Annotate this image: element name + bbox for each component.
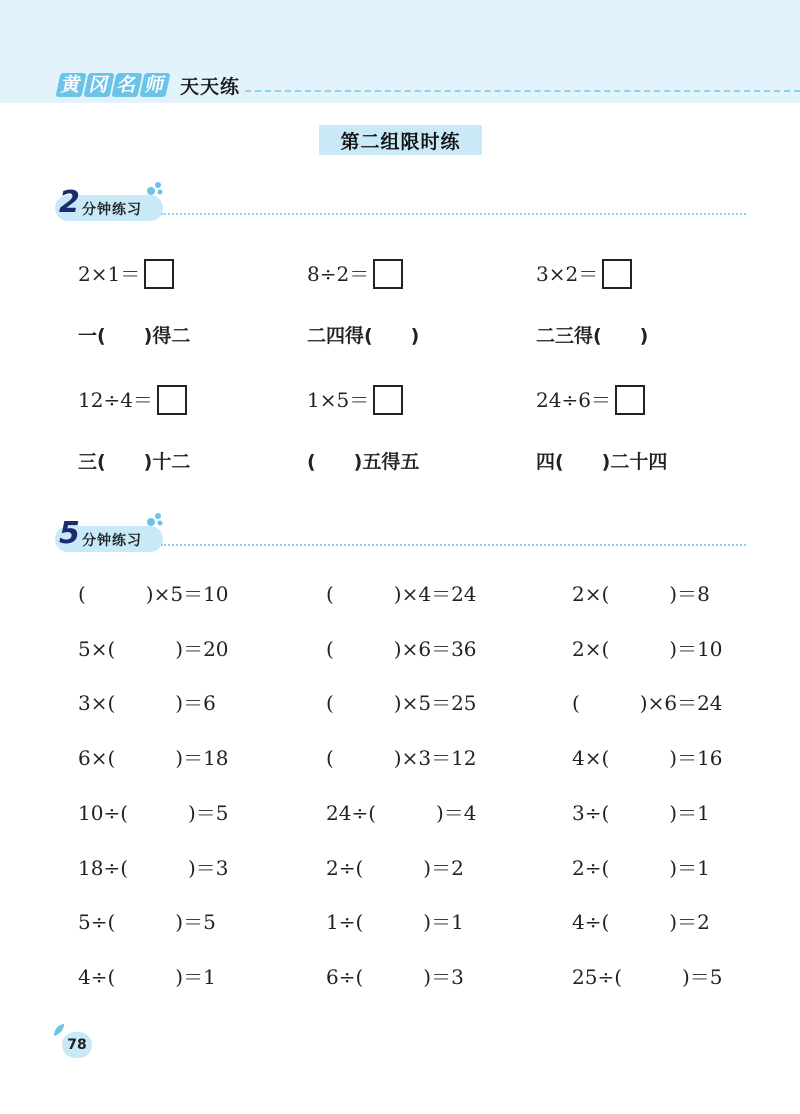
- problem-text: 12÷4＝: [78, 387, 153, 412]
- problem-item: 24÷( )＝4: [326, 801, 477, 825]
- answer-box[interactable]: [615, 385, 645, 415]
- problem-text: 一( )得二: [78, 324, 191, 347]
- problem-item: 2×( )＝10: [572, 637, 723, 661]
- problem-text: 1×5＝: [307, 387, 370, 412]
- problem-text: 二四得( ): [307, 324, 420, 347]
- problem-item: 4×( )＝16: [572, 746, 723, 770]
- problem-item: 10÷( )＝5: [78, 801, 229, 825]
- answer-box[interactable]: [373, 385, 403, 415]
- problem-item: [536, 320, 648, 350]
- problem-item: [536, 383, 645, 413]
- problem-item: 18÷( )＝3: [78, 856, 229, 880]
- problem-item: 3÷( )＝1: [572, 801, 710, 825]
- problem-item: 4÷( )＝2: [572, 910, 710, 934]
- problem-item: 2÷( )＝1: [572, 856, 710, 880]
- brand-char: 名: [111, 73, 142, 97]
- problem-item: [78, 320, 190, 350]
- problem-item: [307, 257, 403, 287]
- problem-item: 5÷( )＝5: [78, 910, 216, 934]
- section-number: 5: [59, 516, 80, 551]
- answer-box[interactable]: [373, 259, 403, 289]
- page-title-box: [319, 125, 482, 155]
- header-dashed-rule: [245, 90, 800, 92]
- splash-icon: [145, 510, 165, 530]
- problem-item: 6×( )＝18: [78, 746, 229, 770]
- problem-item: [78, 383, 187, 413]
- leaf-icon: [52, 1022, 66, 1038]
- problem-item: ( )×5＝10: [78, 582, 229, 606]
- problem-item: 2×( )＝8: [572, 582, 710, 606]
- problem-text: 8÷2＝: [307, 261, 370, 286]
- brand-char: 冈: [83, 73, 114, 97]
- problem-item: ( )×6＝36: [326, 637, 477, 661]
- problem-item: 4÷( )＝1: [78, 965, 216, 989]
- problem-item: 3×( )＝6: [78, 691, 216, 715]
- problem-text: 2×1＝: [78, 261, 141, 286]
- problem-item: [307, 446, 419, 476]
- section-number: 2: [59, 185, 80, 220]
- page-number: 78: [62, 1032, 92, 1058]
- answer-box[interactable]: [157, 385, 187, 415]
- problem-item: [78, 257, 174, 287]
- brand-char: 师: [139, 73, 170, 97]
- problem-item: 25÷( )＝5: [572, 965, 723, 989]
- splash-icon: [145, 179, 165, 199]
- page-title: 第二组限时练: [340, 130, 461, 153]
- problem-item: ( )×5＝25: [326, 691, 477, 715]
- problem-text: 3×2＝: [536, 261, 599, 286]
- problem-item: [307, 320, 419, 350]
- problem-item: 2÷( )＝2: [326, 856, 464, 880]
- problem-text: 四( )二十四: [536, 450, 668, 473]
- section-label: 分钟练习: [82, 202, 142, 218]
- problem-item: 6÷( )＝3: [326, 965, 464, 989]
- brand-header: [58, 72, 240, 98]
- problem-item: 1÷( )＝1: [326, 910, 464, 934]
- answer-box[interactable]: [144, 259, 174, 289]
- problem-item: [307, 383, 403, 413]
- brand-subtitle: 天天练: [180, 75, 241, 98]
- problem-item: [78, 446, 190, 476]
- problem-text: 二三得( ): [536, 324, 649, 347]
- brand-logo: [55, 73, 172, 97]
- problem-item: ( )×6＝24: [572, 691, 723, 715]
- problem-text: ( )五得五: [307, 450, 420, 473]
- problem-text: 三( )十二: [78, 450, 191, 473]
- problem-item: [536, 446, 667, 476]
- answer-box[interactable]: [602, 259, 632, 289]
- problem-item: ( )×3＝12: [326, 746, 477, 770]
- section-header-2min: [55, 185, 755, 223]
- brand-char: 黄: [55, 73, 86, 97]
- section-header-5min: [55, 516, 755, 554]
- problem-text: 24÷6＝: [536, 387, 611, 412]
- section-label: 分钟练习: [82, 533, 142, 549]
- problem-item: 5×( )＝20: [78, 637, 229, 661]
- problem-item: [536, 257, 632, 287]
- problem-item: ( )×4＝24: [326, 582, 477, 606]
- section-dotted-rule: [161, 544, 746, 546]
- section-dotted-rule: [161, 213, 746, 215]
